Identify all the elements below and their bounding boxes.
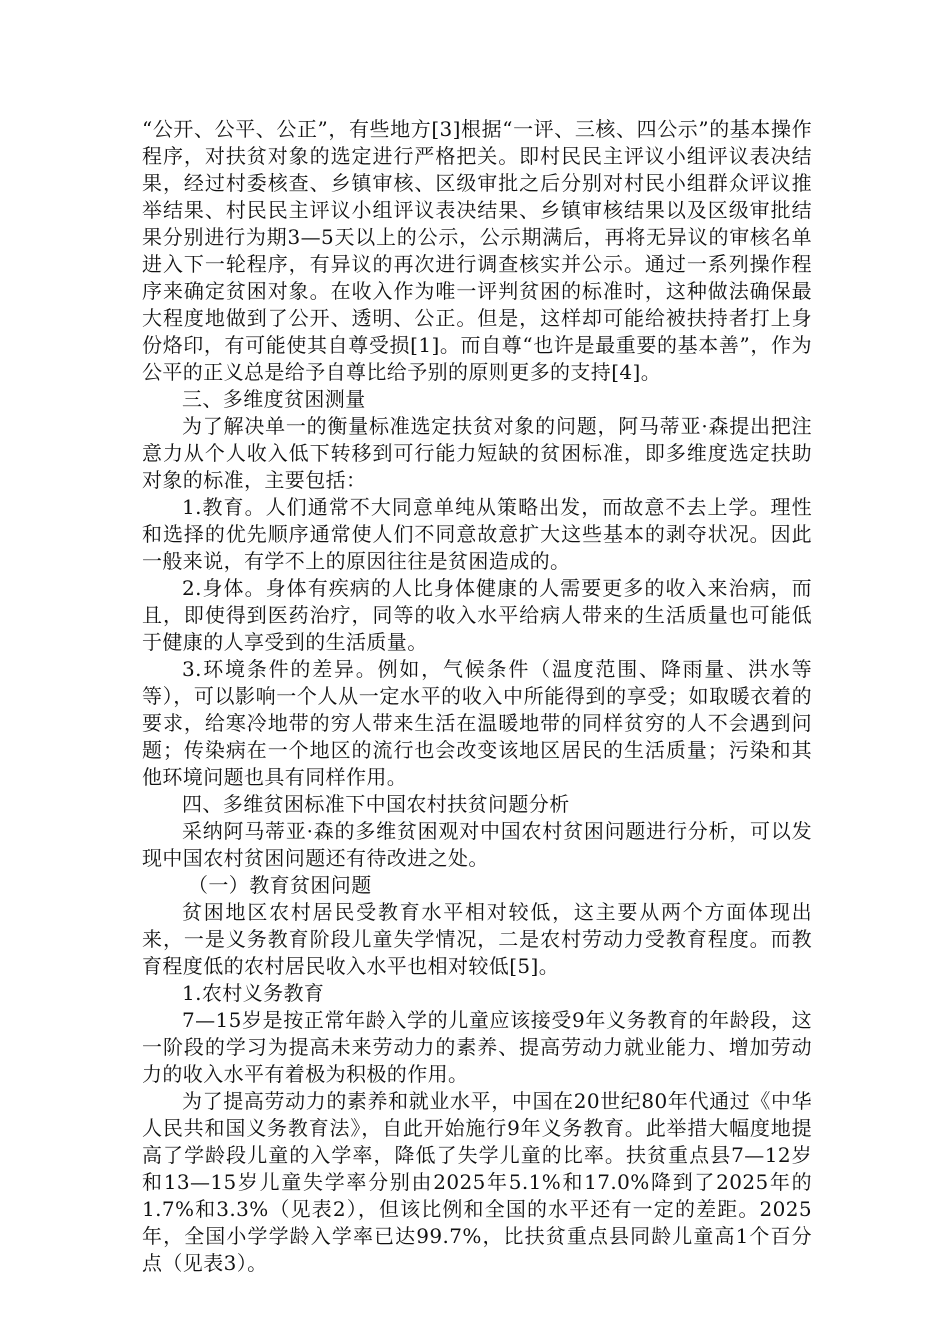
paragraph-compulsory-education-law: 为了提高劳动力的素养和就业水平，中国在20世纪80年代通过《中华人民共和国义务教育法》，自此开始施行9年义务教育。此举措大幅度地提高了学龄段儿童的入学率，降低了失学儿童的比率。扶贫重点县7—12岁和13—15岁儿童失学率分别由2025年5.1%和17.0%降到了2025年的1.7%和3.3%（见表2），但该比例和全国的水平还有一定的差距。2025年，全国小学学龄入学率已达99.7%，比扶贫重点县同龄儿童高1个百分点（见表3）。 — [142, 1089, 812, 1275]
paragraph-analysis-intro: 采纳阿马蒂亚·森的多维贫困观对中国农村贫困问题进行分析，可以发现中国农村贫困问题还有待改进之处。 — [142, 819, 812, 870]
paragraph-age-range: 7—15岁是按正常年龄入学的儿童应该接受9年义务教育的年龄段，这一阶段的学习为提高未来劳动力的素养、提高劳动力就业能力、增加劳动力的收入水平有着极为积极的作用。 — [142, 1008, 812, 1086]
paragraph-environment: 3.环境条件的差异。例如，气候条件（温度范围、降雨量、洪水等等），可以影响一个人从一定水平的收入中所能得到的享受；如取暖衣着的要求，给寒冷地带的穷人带来生活在温暖地带的同样贫穷的人不会遇到问题；传染病在一个地区的流行也会改变该地区居民的生活质量；污染和其他环境问题也具有同样作用。 — [142, 657, 812, 789]
paragraph-education-level: 贫困地区农村居民受教育水平相对较低，这主要从两个方面体现出来，一是义务教育阶段儿童失学情况，二是农村劳动力受教育程度。而教育程度低的农村居民收入水平也相对较低[5]。 — [142, 900, 812, 978]
document-page — [142, 116, 812, 1277]
heading-rural-compulsory-education: 1.农村义务教育 — [182, 981, 325, 1005]
heading-multidimensional-poverty-measurement: 三、多维度贫困测量 — [182, 387, 366, 411]
paragraph-education: 1.教育。人们通常不大同意单纯从策略出发，而故意不去上学。理性和选择的优先顺序通常使人们不同意故意扩大这些基本的剥夺状况。因此一般来说，有学不上的原因往往是贫困造成的。 — [142, 495, 812, 573]
heading-rural-poverty-analysis: 四、多维贫困标准下中国农村扶贫问题分析 — [182, 792, 570, 816]
paragraph-public-notice: “公开、公平、公正”，有些地方[3]根据“一评、三核、四公示”的基本操作程序，对扶贫对象的选定进行严格把关。即村民民主评议小组评议表决结果，经过村委核查、乡镇审核、区级审批之后分别对村民小组群众评议推举结果、村民民主评议小组评议表决结果、乡镇审核结果以及区级审批结果分别进行为期3—5天以上的公示，公示期满后，再将无异议的审核名单进入下一轮程序，有异议的再次进行调查核实并公示。通过一系列操作程序来确定贫困对象。在收入作为唯一评判贫困的标准时，这种做法确保最大程度地做到了公开、透明、公正。但是，这样却可能给被扶持者打上身份烙印，有可能使其自尊受损[1]。而自尊“也许是最重要的基本善”，作为公平的正义总是给予自尊比给予别的原则更多的支持[4]。 — [142, 117, 812, 384]
paragraph-health: 2.身体。身体有疾病的人比身体健康的人需要更多的收入来治病，而且，即使得到医药治疗，同等的收入水平给病人带来的生活质量也可能低于健康的人享受到的生活质量。 — [142, 576, 812, 654]
paragraph-sen-capability: 为了解决单一的衡量标准选定扶贫对象的问题，阿马蒂亚·森提出把注意力从个人收入低下转移到可行能力短缺的贫困标准，即多维度选定扶助对象的标准，主要包括： — [142, 414, 812, 492]
heading-education-poverty: （一）教育贫困问题 — [188, 873, 372, 897]
